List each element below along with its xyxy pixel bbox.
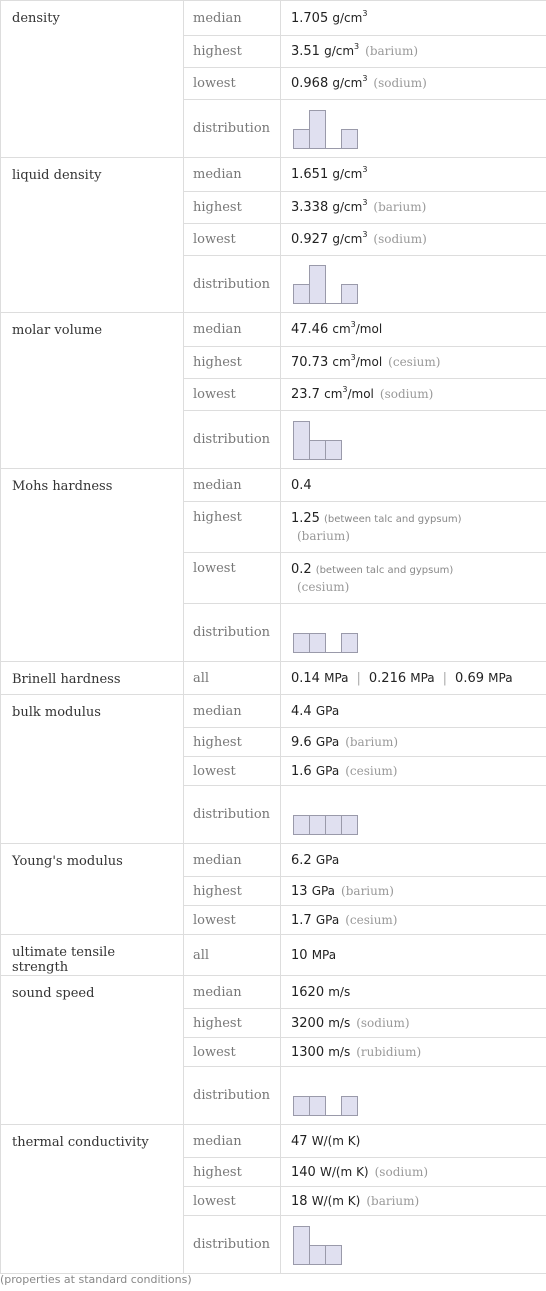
histogram-bar [310, 110, 326, 148]
median-value: 4.4 GPa [281, 695, 546, 728]
distribution-histogram [291, 1075, 371, 1117]
stat-label: median [184, 844, 281, 877]
highest-value: 9.6 GPa (barium) [281, 728, 546, 757]
highest-value: 13 GPa (barium) [281, 877, 546, 906]
table-row [1, 976, 546, 1009]
table-row [1, 469, 546, 502]
table-row [1, 313, 546, 347]
histogram-bar [342, 285, 358, 304]
highest-value: 140 W/(m K) (sodium) [281, 1158, 546, 1187]
stat-label: median [184, 313, 281, 347]
histogram-bar [326, 440, 342, 459]
histogram-bar [342, 1096, 358, 1115]
property-name: molar volume [1, 313, 184, 469]
stat-label: median [184, 976, 281, 1009]
property-name: Brinell hardness [1, 662, 184, 695]
property-name: sound speed [1, 976, 184, 1125]
histogram-bar [342, 815, 358, 834]
property-name: thermal conductivity [1, 1125, 184, 1274]
table-row [1, 695, 546, 728]
property-name: Young's modulus [1, 844, 184, 935]
all-values: 10 MPa [281, 935, 546, 976]
property-name: bulk modulus [1, 695, 184, 844]
stat-label: highest [184, 502, 281, 553]
stat-label: distribution [184, 100, 281, 158]
table-row [1, 662, 546, 695]
table-row [1, 158, 546, 192]
stat-label: highest [184, 192, 281, 224]
property-name: density [1, 1, 184, 158]
distribution-histogram [291, 612, 371, 654]
lowest-value: 1300 m/s (rubidium) [281, 1038, 546, 1067]
stat-label: distribution [184, 256, 281, 313]
histogram-bar [310, 1096, 326, 1115]
lowest-value: 18 W/(m K) (barium) [281, 1187, 546, 1216]
histogram-bar [310, 440, 326, 459]
table-row [1, 1125, 546, 1158]
stat-label: lowest [184, 379, 281, 411]
histogram-bar [294, 285, 310, 304]
footer-note: (properties at standard conditions) [0, 1273, 192, 1286]
stat-label: lowest [184, 906, 281, 935]
stat-label: highest [184, 1009, 281, 1038]
median-value: 47 W/(m K) [281, 1125, 546, 1158]
histogram-bar [294, 815, 310, 834]
all-values: 0.14 MPa | 0.216 MPa | 0.69 MPa [281, 662, 546, 695]
distribution-histogram [291, 263, 371, 305]
stat-label: highest [184, 36, 281, 68]
histogram-bar [294, 1226, 310, 1264]
stat-label: distribution [184, 604, 281, 662]
histogram-bar [310, 815, 326, 834]
property-name: ultimate tensile strength [1, 935, 184, 976]
stat-label: median [184, 1125, 281, 1158]
stat-label: distribution [184, 1067, 281, 1125]
histogram-bar [310, 1245, 326, 1264]
stat-label: highest [184, 1158, 281, 1187]
stat-label: median [184, 469, 281, 502]
lowest-value: 1.6 GPa (cesium) [281, 757, 546, 786]
histogram-bar [310, 633, 326, 652]
lowest-value: 0.927 $g/cm^3$ (sodium) [281, 224, 546, 256]
histogram-bar [294, 129, 310, 148]
median-value: 1.651 $g/cm^3$ [281, 158, 546, 192]
stat-label: lowest [184, 224, 281, 256]
stat-label: highest [184, 877, 281, 906]
stat-label: median [184, 695, 281, 728]
stat-label: distribution [184, 786, 281, 844]
histogram-bar [310, 266, 326, 304]
lowest-value: 23.7 $cm^3$/mol (sodium) [281, 379, 546, 411]
histogram-bar [326, 1245, 342, 1264]
highest-value: 70.73 $cm^3$/mol (cesium) [281, 347, 546, 379]
histogram-bar [342, 633, 358, 652]
distribution-histogram [291, 794, 371, 836]
highest-value: 3.338 $g/cm^3$ (barium) [281, 192, 546, 224]
histogram-bar [294, 421, 310, 459]
stat-label: highest [184, 347, 281, 379]
median-value: 1620 m/s [281, 976, 546, 1009]
stat-label: distribution [184, 411, 281, 469]
distribution-histogram [291, 419, 371, 461]
stat-label: all [184, 935, 281, 976]
property-name: Mohs hardness [1, 469, 184, 662]
stat-label: median [184, 1, 281, 36]
distribution-histogram [291, 1224, 371, 1266]
histogram-bar [294, 633, 310, 652]
stat-label: lowest [184, 1187, 281, 1216]
lowest-value: 1.7 GPa (cesium) [281, 906, 546, 935]
histogram-bar [342, 129, 358, 148]
table-row [1, 935, 546, 976]
stat-label: all [184, 662, 281, 695]
table-row [1, 1, 546, 36]
histogram-bar [294, 1096, 310, 1115]
stat-label: lowest [184, 1038, 281, 1067]
lowest-value: 0.968 $g/cm^3$ (sodium) [281, 68, 546, 100]
lowest-value: 0.2 (between talc and gypsum) (cesium) [281, 553, 546, 604]
property-name: liquid density [1, 158, 184, 313]
distribution-histogram [291, 108, 371, 150]
stat-label: distribution [184, 1216, 281, 1274]
highest-value: 3.51 $g/cm^3$ (barium) [281, 36, 546, 68]
stat-label: highest [184, 728, 281, 757]
median-value: 47.46 $cm^3$/mol [281, 313, 546, 347]
stat-label: lowest [184, 553, 281, 604]
stat-label: median [184, 158, 281, 192]
stat-label: lowest [184, 68, 281, 100]
stat-label: lowest [184, 757, 281, 786]
histogram-bar [326, 815, 342, 834]
median-value: 0.4 [281, 469, 546, 502]
highest-value: 1.25 (between talc and gypsum) (barium) [281, 502, 546, 553]
median-value: 6.2 GPa [281, 844, 546, 877]
highest-value: 3200 m/s (sodium) [281, 1009, 546, 1038]
median-value: 1.705 $g/cm^3$ [281, 1, 546, 36]
table-row [1, 844, 546, 877]
